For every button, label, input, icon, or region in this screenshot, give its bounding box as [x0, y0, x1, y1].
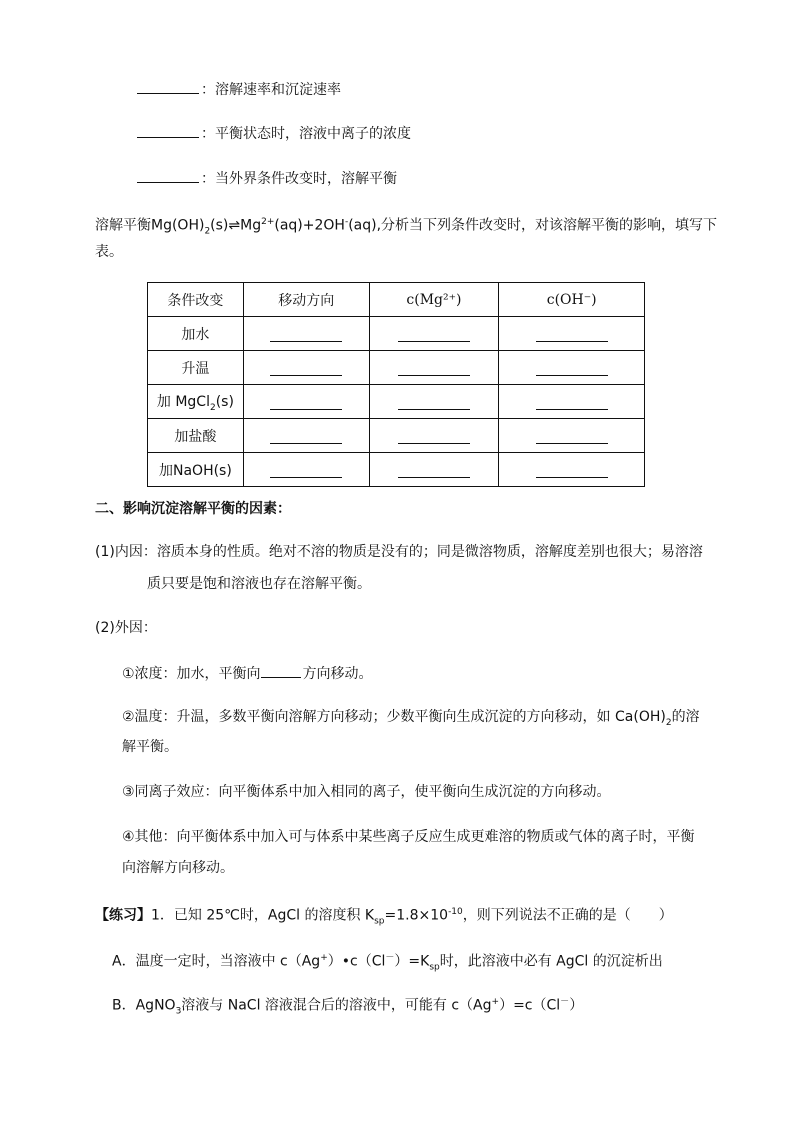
blank-cell[interactable]	[243, 351, 369, 385]
blank-cell[interactable]	[499, 453, 645, 487]
header-c-mg: c(Mg²⁺)	[369, 283, 499, 317]
blank-cell[interactable]	[369, 317, 499, 351]
superscript: －	[385, 953, 395, 963]
blank-cell[interactable]	[499, 419, 645, 453]
subscript: 3	[175, 1006, 182, 1017]
internal-factor-line-1: (1)内因：溶质本身的性质。绝对不溶的物质是没有的；同是微溶物质，溶解度差别也很大；易溶溶	[95, 544, 703, 560]
option-text: ）=c（Cl	[499, 997, 561, 1014]
item-other-1: ④其他：向平衡体系中加入可与体系中某些离子反应生成更难溶的物质或气体的离子时，平衡	[122, 829, 695, 845]
intro-line-2	[137, 123, 411, 144]
option-text: ）=K	[394, 953, 430, 970]
internal-factor-line-2: 质只要是饱和溶液也存在溶解平衡。	[147, 576, 371, 592]
question-text: (s)⇌Mg	[210, 217, 262, 234]
question-text: (aq),分析当下列条件改变时，对该溶解平衡的影响，填写下	[348, 217, 718, 234]
exercise-tag: 【练习】	[95, 907, 151, 924]
row-condition: 加水	[148, 317, 244, 351]
intro-line-3	[137, 168, 397, 189]
question-text: 溶解平衡Mg(OH)	[95, 217, 205, 234]
blank-cell[interactable]	[369, 453, 499, 487]
item-temperature-2: 解平衡。	[122, 739, 178, 755]
row-condition: 升温	[148, 351, 244, 385]
row-condition: 加盐酸	[148, 419, 244, 453]
superscript: +	[320, 953, 328, 963]
intro-text-2: ：平衡状态时，溶液中离子的浓度	[201, 126, 411, 142]
table-row	[148, 385, 645, 419]
blank-cell[interactable]	[369, 351, 499, 385]
item-text: ①浓度：加水，平衡向	[122, 666, 261, 682]
answer-blank[interactable]	[137, 123, 199, 138]
question-text: 表。	[95, 244, 123, 260]
blank-cell[interactable]	[243, 453, 369, 487]
option-text: 溶液与 NaCl 溶液混合后的溶液中，可能有 c（Ag	[181, 997, 492, 1014]
intro-line-1	[137, 79, 341, 100]
option-text: ）	[569, 997, 584, 1014]
table-row	[148, 351, 645, 385]
equilibrium-table	[147, 282, 645, 487]
item-text: ②温度：升温，多数平衡向溶解方向移动；少数平衡向生成沉淀的方向移动，如 Ca(OH)	[122, 709, 666, 725]
answer-blank[interactable]	[137, 168, 199, 183]
option-text: B．AgNO	[112, 997, 176, 1014]
subscript: sp	[374, 916, 385, 927]
row-condition	[148, 385, 244, 419]
exercise-text: ，则下列说法不正确的是（ ）	[462, 907, 673, 924]
section-heading: 二、影响沉淀溶解平衡的因素：	[95, 501, 291, 517]
subscript: sp	[429, 962, 440, 973]
superscript: 2+	[261, 217, 275, 227]
blank-cell[interactable]	[243, 419, 369, 453]
blank-cell[interactable]	[369, 419, 499, 453]
question-line-1	[95, 212, 717, 241]
intro-text-1: ：溶解速率和沉淀速率	[201, 82, 341, 98]
intro-text-3: ：当外界条件改变时，溶解平衡	[201, 171, 397, 187]
table-row	[148, 453, 645, 487]
table-row	[148, 317, 645, 351]
exercise-stem	[95, 902, 673, 931]
item-other-2: 向溶解方向移动。	[122, 860, 234, 876]
item-temperature-1	[122, 707, 700, 733]
blank-cell[interactable]	[499, 351, 645, 385]
subscript: 2	[204, 226, 211, 237]
row-condition-text: (s)	[215, 393, 234, 410]
option-b[interactable]	[112, 992, 583, 1021]
header-c-oh: c(OH⁻)	[499, 283, 645, 317]
superscript: -10	[448, 907, 463, 917]
exercise-text: 1．已知 25℃时，AgCl 的溶度积 K	[151, 907, 375, 924]
header-direction: 移动方向	[243, 283, 369, 317]
option-text: 时，此溶液中必有 AgCl 的沉淀析出	[439, 953, 663, 970]
superscript: -	[344, 217, 349, 227]
blank-cell[interactable]	[369, 385, 499, 419]
header-condition: 条件改变	[148, 283, 244, 317]
item-text: 方向移动。	[302, 666, 373, 682]
option-text: A．温度一定时，当溶液中 c（Ag	[112, 953, 321, 970]
row-condition: 加NaOH(s)	[148, 453, 244, 487]
answer-blank[interactable]	[261, 663, 301, 678]
blank-cell[interactable]	[499, 385, 645, 419]
answer-blank[interactable]	[137, 79, 199, 94]
exercise-text: =1.8×10	[384, 907, 449, 924]
item-text: 的溶	[671, 709, 700, 725]
blank-cell[interactable]	[243, 317, 369, 351]
subscript: 2	[665, 717, 672, 728]
subscript: 2	[209, 402, 216, 413]
item-common-ion: ③同离子效应：向平衡体系中加入相同的离子，使平衡向生成沉淀的方向移动。	[122, 784, 611, 800]
table-row	[148, 419, 645, 453]
question-line-2	[95, 242, 123, 262]
superscript: +	[491, 997, 500, 1007]
superscript: －	[560, 997, 570, 1007]
row-condition-text: 加 MgCl	[156, 393, 210, 410]
item-concentration	[122, 663, 373, 684]
blank-cell[interactable]	[243, 385, 369, 419]
option-a[interactable]	[112, 948, 663, 977]
blank-cell[interactable]	[499, 317, 645, 351]
table-header-row	[148, 283, 645, 317]
external-factor-heading: (2)外因：	[95, 620, 157, 636]
question-text: (aq)+2OH	[274, 217, 345, 234]
option-text: ）•c（Cl	[327, 953, 386, 970]
